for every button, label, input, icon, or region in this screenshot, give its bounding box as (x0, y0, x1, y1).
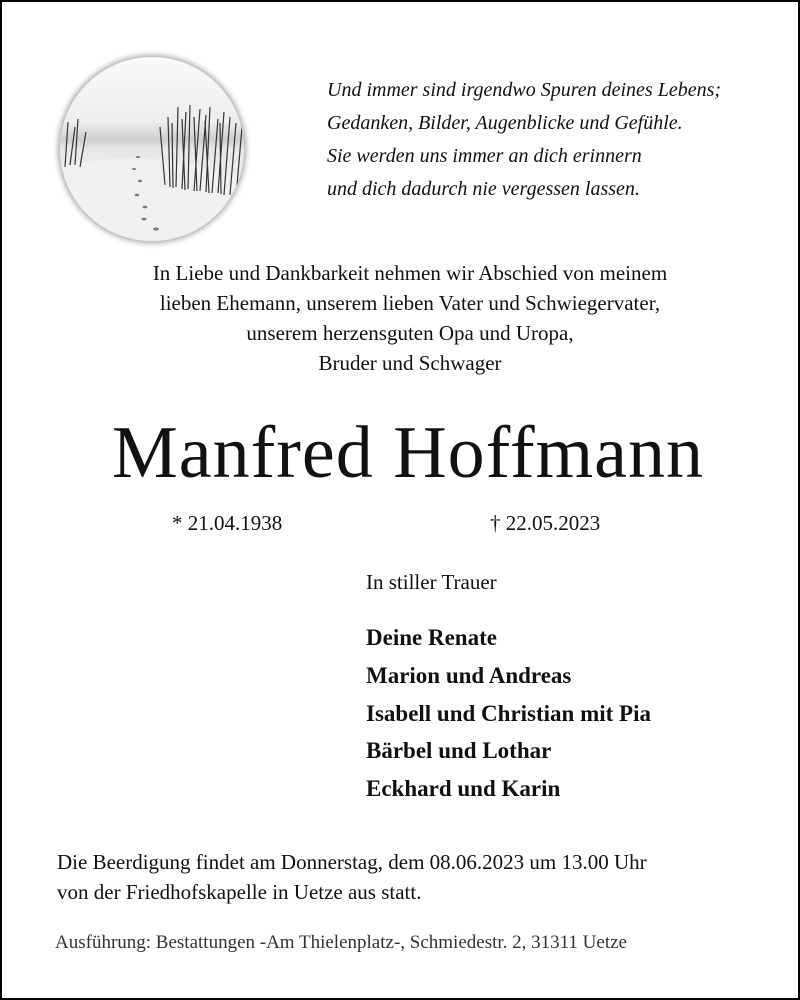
intro-line: In Liebe und Dankbarkeit nehmen wir Abschied von meinem (152, 261, 668, 285)
funeral-line: Die Beerdigung findet am Donnerstag, dem 08.06.2023 um 13.00 Uhr (57, 850, 647, 874)
family-member: Deine Renate (366, 625, 497, 650)
poem (327, 74, 721, 206)
intro-line: Bruder und Schwager (318, 351, 502, 375)
death-date: † 22.05.2023 (490, 511, 601, 535)
family-member: Marion und Andreas (366, 662, 572, 688)
family-member: Bärbel und Lothar (366, 738, 552, 764)
funeral-line: von der Friedhofskapelle in Uetze aus statt. (57, 880, 422, 904)
dune-footprints-photo (60, 57, 244, 241)
poem-line: Sie werden uns immer an dich erinnern (327, 145, 642, 167)
intro-text (0, 258, 800, 378)
undertaker-info: Ausführung: Bestattungen -Am Thielenplatz-, Schmiedestr. 2, 31311 Uetze (55, 932, 627, 953)
family-list (366, 619, 651, 808)
deceased-name: Manfred Hoffmann (111, 412, 705, 494)
family-member: Isabell und Christian mit Pia (366, 700, 651, 726)
family-member: Eckhard und Karin (366, 776, 561, 802)
intro-line: unserem herzensguten Opa und Uropa, (246, 321, 574, 345)
intro-line: lieben Ehemann, unserem lieben Vater und Schwiegervater, (159, 291, 661, 315)
funeral-info (57, 847, 647, 907)
mourning-label: In stiller Trauer (366, 570, 497, 594)
poem-line: Und immer sind irgendwo Spuren deines Lebens; (327, 79, 722, 101)
poem-line: und dich dadurch nie vergessen lassen. (327, 178, 640, 200)
poem-line: Gedanken, Bilder, Augenblicke und Gefühle. (327, 112, 683, 134)
birth-date: * 21.04.1938 (172, 511, 283, 535)
